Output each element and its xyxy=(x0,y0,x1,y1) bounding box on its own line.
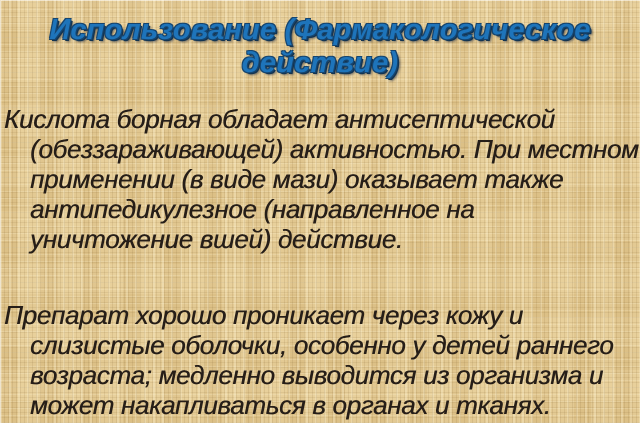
text-line: Препарат хорошо проникает через кожу и xyxy=(4,300,523,330)
text-line: уничтожение вшей) действие. xyxy=(30,224,403,254)
text-line: возраста; медленно выводится из организма и xyxy=(30,360,604,390)
text-line: может накапливаться в органах и тканях. xyxy=(30,390,551,420)
text-line: слизистые оболочки, особенно у детей раннего xyxy=(30,330,614,360)
title-line-1: Использование (Фармакологическое xyxy=(49,14,591,46)
title-line-2: действие) xyxy=(241,47,399,79)
slide-body xyxy=(4,104,638,420)
text-line: применении (в виде мази) оказывает также xyxy=(30,164,564,194)
paragraph-antiseptic-action xyxy=(4,104,638,254)
paragraph-skin-absorption xyxy=(4,300,638,420)
text-line: (обеззараживающей) активностью. При местном xyxy=(30,134,639,164)
text-line: антипедикулезное (направленное на xyxy=(30,194,475,224)
page-title xyxy=(0,14,640,80)
text-line: Кислота борная обладает антисептической xyxy=(4,104,555,134)
